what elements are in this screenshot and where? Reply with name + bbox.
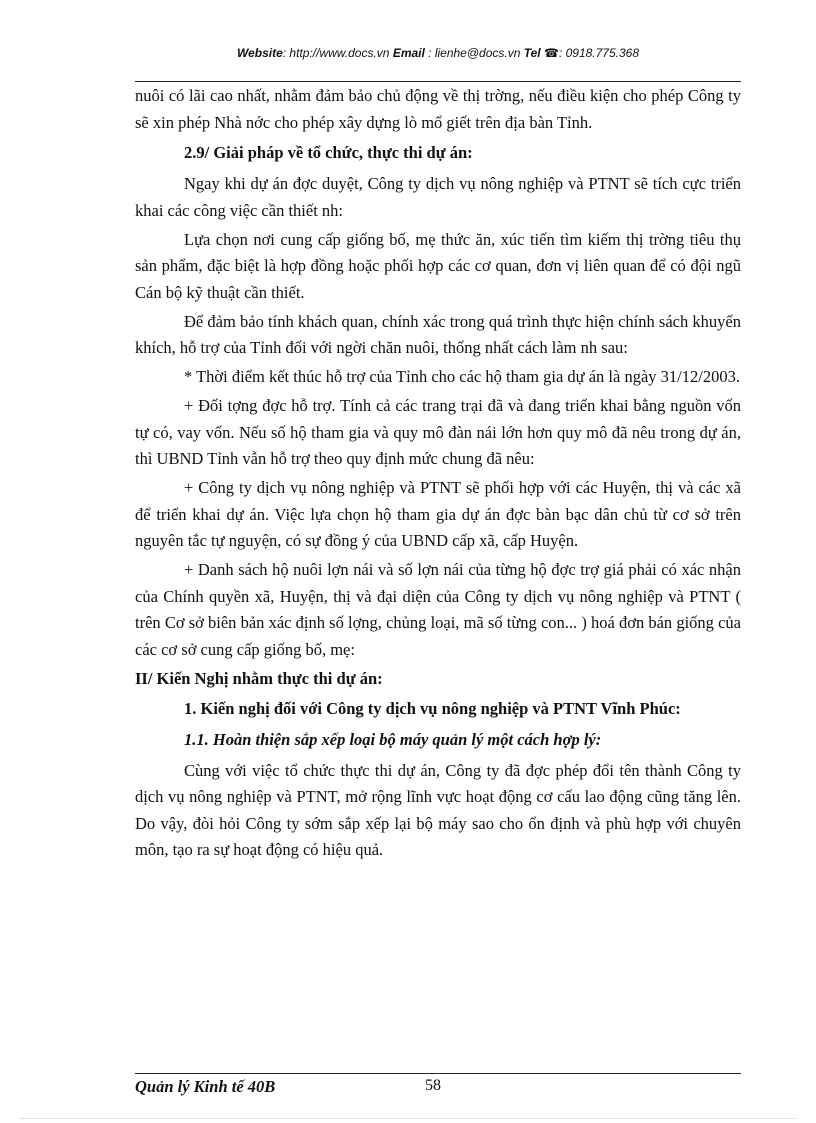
section-heading-1-1: 1.1. Hoàn thiện sắp xếp loại bộ máy quản lý một cách hợp lý: bbox=[184, 729, 602, 749]
paragraph: + Công ty dịch vụ nông nghiệp và PTNT sẽ phối hợp với các Huyện, thị và các xã để triển khai dự án. Việc lựa chọn hộ tham gia dự án đợc bàn bạc dân chủ từ cơ sở trên nguyên tắc tự nguyện, có sự đồng ý của UBND cấp xã, cấp Huyện. bbox=[135, 478, 741, 550]
website-value: : http://www.docs.vn bbox=[282, 46, 393, 60]
section-heading-2-9: 2.9/ Giải pháp về tổ chức, thực thi dự án: bbox=[184, 143, 473, 162]
footer-divider bbox=[135, 1073, 741, 1074]
header-divider bbox=[135, 81, 741, 82]
paragraph: + Danh sách hộ nuôi lợn nái và số lợn nái của từng hộ đợc trợ giá phải có xác nhận của Chính quyền xã, Huyện, thị và đại diện của Công ty dịch vụ nông nghiệp và PTNT ( trên Cơ sở biên bản xác định số lợng, chủng loại, mã số từng con... ) hoá đơn bán giống của các cơ sở cung cấp giống bố, mẹ: bbox=[135, 560, 741, 659]
section-heading-II: II/ Kiến Nghị nhằm thực thi dự án: bbox=[135, 668, 383, 688]
tel-value: : 0918.775.368 bbox=[558, 46, 640, 60]
paragraph: Để đảm bảo tính khách quan, chính xác trong quá trình thực hiện chính sách khuyến khích, hỗ trợ của Tỉnh đối với ngời chăn nuôi, thống nhất cách làm nh sau: bbox=[135, 311, 741, 357]
paragraph: + Đối tợng đợc hỗ trợ. Tính cả các trang trại đã và đang triển khai bằng nguồn vốn tự có, vay vốn. Nếu số hộ tham gia và quy mô đàn nái lớn hơn quy mô đã nêu trong dự án, thì UBND Tỉnh vẫn hỗ trợ theo quy định mức chung đã nêu: bbox=[135, 396, 741, 468]
paragraph: nuôi có lãi cao nhất, nhằm đảm bảo chủ động về thị trờng, nếu điều kiện cho phép Công ty sẽ xin phép Nhà nớc cho phép xây dựng lò mổ giết trên địa bàn Tỉnh. bbox=[135, 86, 741, 132]
paragraph: Lựa chọn nơi cung cấp giống bố, mẹ thức ăn, xúc tiến tìm kiếm thị trờng tiêu thụ sản phẩm, đặc biệt là hợp đồng hoặc phối hợp các cơ quan, đơn vị liên quan để có đội ngũ Cán bộ kỹ thuật cần thiết. bbox=[135, 229, 741, 302]
document-body bbox=[135, 83, 741, 866]
phone-icon: ☎ bbox=[543, 46, 559, 60]
email-label: Email bbox=[392, 46, 425, 60]
paragraph: Ngay khi dự án đợc duyệt, Công ty dịch vụ nông nghiệp và PTNT sẽ tích cực triển khai các công việc cần thiết nh: bbox=[135, 174, 741, 220]
email-value: : lienhe@docs.vn bbox=[424, 46, 524, 60]
page-header bbox=[135, 46, 741, 60]
page-edge-divider bbox=[20, 1118, 796, 1119]
section-heading-1: 1. Kiến nghị đối với Công ty dịch vụ nông nghiệp và PTNT Vĩnh Phúc: bbox=[184, 698, 681, 718]
paragraph: * Thời điểm kết thúc hỗ trợ của Tỉnh cho các hộ tham gia dự án là ngày 31/12/2003. bbox=[184, 367, 740, 386]
website-label: Website bbox=[236, 46, 283, 60]
page-number: 58 bbox=[425, 1077, 441, 1094]
footer-course: Quản lý Kinh tế 40B bbox=[135, 1077, 276, 1096]
paragraph: Cùng với việc tổ chức thực thi dự án, Công ty đã đợc phép đổi tên thành Công ty dịch vụ nông nghiệp và PTNT, mở rộng lĩnh vực hoạt động cơ cấu lao động cũng tăng lên. Do vậy, đòi hỏi Công ty sớm sắp xếp lại bộ máy sao cho ổn định và phù hợp với chuyên môn, tạo ra sự hoạt động có hiệu quả. bbox=[135, 760, 741, 859]
tel-label: Tel bbox=[523, 46, 541, 60]
